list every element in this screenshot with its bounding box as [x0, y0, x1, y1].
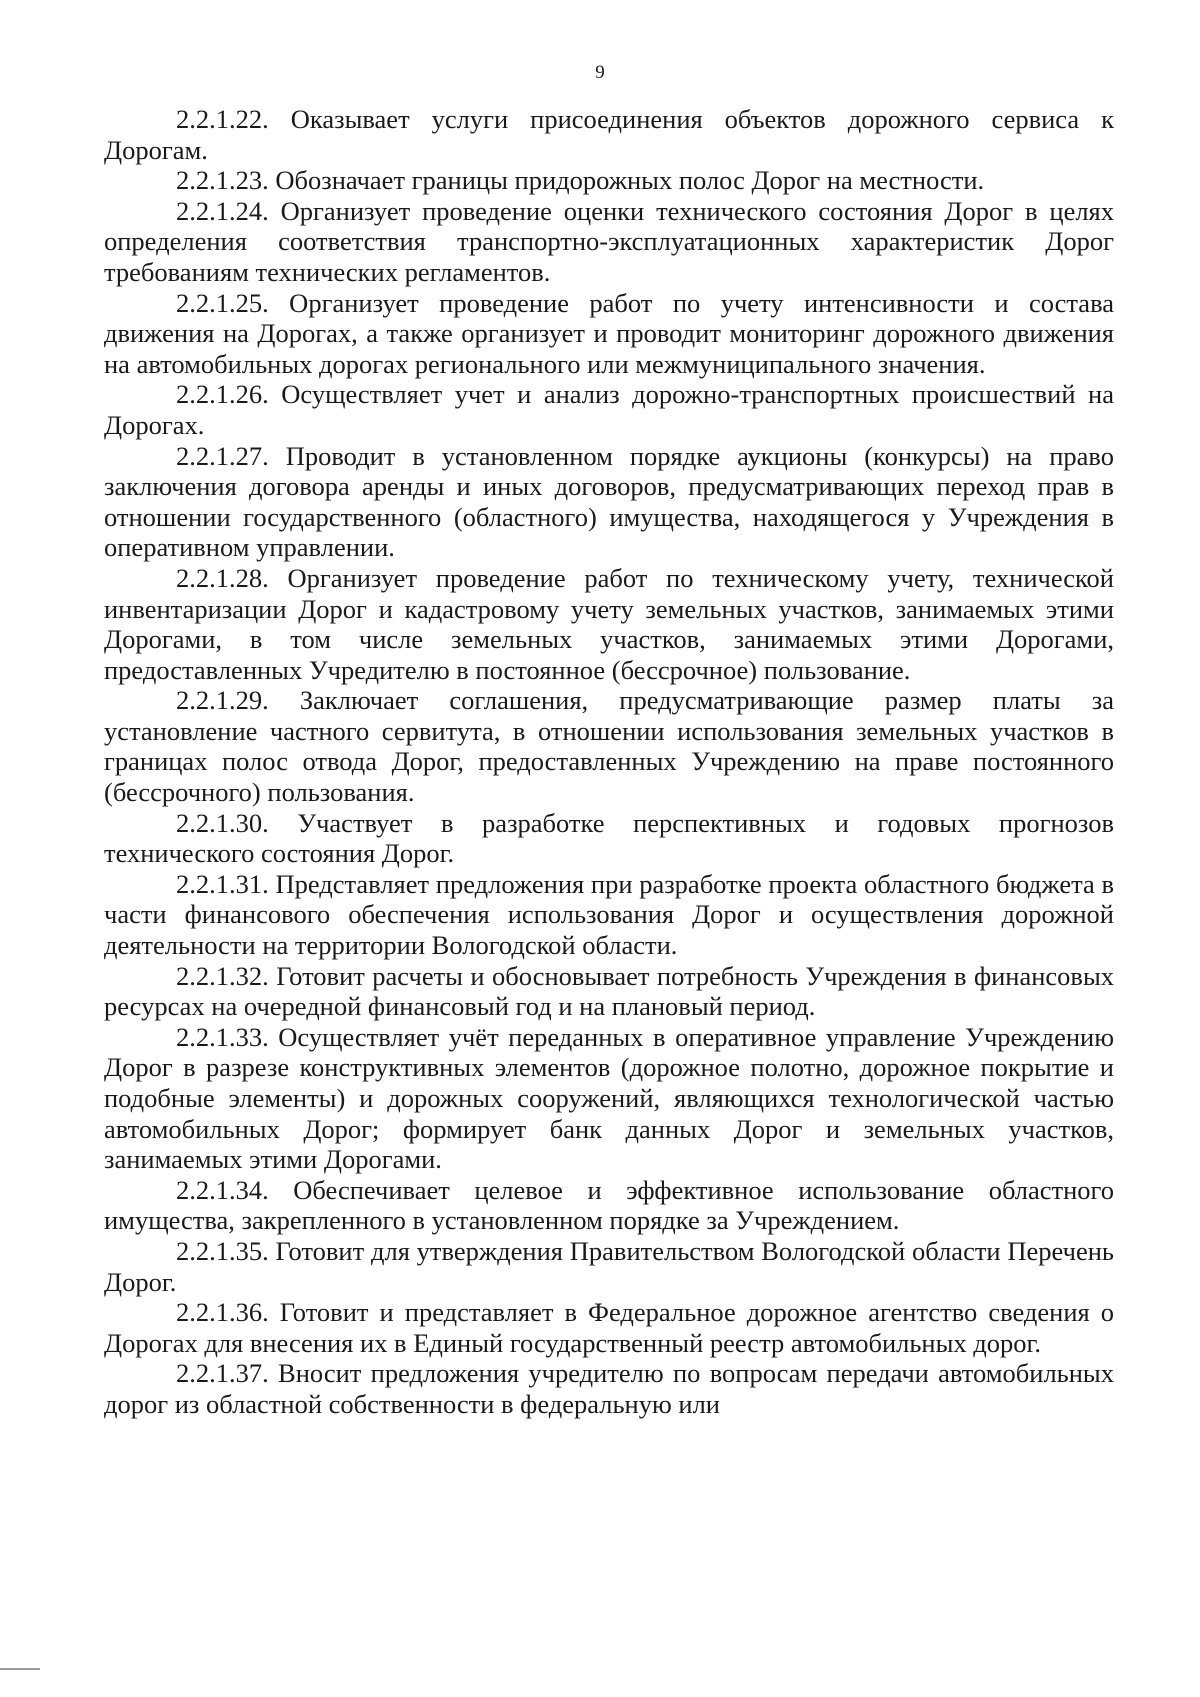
- paragraph-2-2-1-33: 2.2.1.33. Осуществляет учёт переданных в оперативное управление Учреждению Дорог в разрезе конструктивных элементов (дорожное полотно, дорожное покрытие и подобные элементы) и дорожных сооружений, являющихся технологической частью автомобильных Дорог; формирует банк данных Дорог и земельных участков, занимаемых этими Дорогами.: [104, 1021, 1114, 1175]
- paragraph-2-2-1-30: 2.2.1.30. Участвует в разработке перспективных и годовых прогнозов технического состояния Дорог.: [104, 807, 1114, 869]
- paragraph-2-2-1-25: 2.2.1.25. Организует проведение работ по учету интенсивности и состава движения на Дорогах, а также организует и проводит мониторинг дорожного движения на автомобильных дорогах регионального или межмуниципального значения.: [104, 287, 1114, 379]
- paragraph-2-2-1-26: 2.2.1.26. Осуществляет учет и анализ дорожно-транспортных происшествий на Дорогах.: [104, 379, 1114, 440]
- paragraph-2-2-1-27: 2.2.1.27. Проводит в установленном порядке аукционы (конкурсы) на право заключения договора аренды и иных договоров, предусматривающих переход прав в отношении государственного (областного) имущества, находящегося у Учреждения в оперативном управлении.: [104, 440, 1114, 563]
- paragraph-2-2-1-29: 2.2.1.29. Заключает соглашения, предусматривающие размер платы за установление частного сервитута, в отношении использования земельных участков в границах полос отвода Дорог, предоставленных Учреждению на праве постоянного (бессрочного) пользования.: [104, 685, 1114, 808]
- document-body: [104, 104, 1114, 1420]
- paragraph-2-2-1-36: 2.2.1.36. Готовит и представляет в Федеральное дорожное агентство сведения о Дорогах для внесения их в Единый государственный реестр автомобильных дорог.: [104, 1297, 1114, 1358]
- paragraph-2-2-1-32: 2.2.1.32. Готовит расчеты и обосновывает потребность Учреждения в финансовых ресурсах на очередной финансовый год и на плановый период.: [104, 960, 1114, 1022]
- paragraph-2-2-1-34: 2.2.1.34. Обеспечивает целевое и эффективное использование областного имущества, закрепленного в установленном порядке за Учреждением.: [104, 1174, 1114, 1236]
- paragraph-2-2-1-23: 2.2.1.23. Обозначает границы придорожных полос Дорог на местности.: [176, 165, 985, 196]
- paragraph-2-2-1-37: 2.2.1.37. Вносит предложения учредителю по вопросам передачи автомобильных дорог из областной собственности в федеральную или: [104, 1358, 1114, 1419]
- paragraph-2-2-1-28: 2.2.1.28. Организует проведение работ по техническому учету, технической инвентаризации Дорог и кадастровому учету земельных участков, занимаемых этими Дорогами, в том числе земельных участков, занимаемых этими Дорогами, предоставленных Учредителю в постоянное (бессрочное) пользование.: [104, 562, 1114, 685]
- paragraph-2-2-1-22: 2.2.1.22. Оказывает услуги присоединения объектов дорожного сервиса к Дорогам.: [104, 104, 1114, 165]
- scan-edge-mark: [0, 1668, 40, 1670]
- paragraph-2-2-1-35: 2.2.1.35. Готовит для утверждения Правительством Вологодской области Перечень Дорог.: [104, 1235, 1114, 1297]
- paragraph-2-2-1-24: 2.2.1.24. Организует проведение оценки технического состояния Дорог в целях определения соответствия транспортно-эксплуатационных характеристик Дорог требованиям технических регламентов.: [104, 195, 1114, 287]
- page-number: 9: [595, 62, 605, 83]
- paragraph-2-2-1-31: 2.2.1.31. Представляет предложения при разработке проекта областного бюджета в части финансового обеспечения использования Дорог и осуществления дорожной деятельности на территории Вологодской области.: [104, 868, 1114, 961]
